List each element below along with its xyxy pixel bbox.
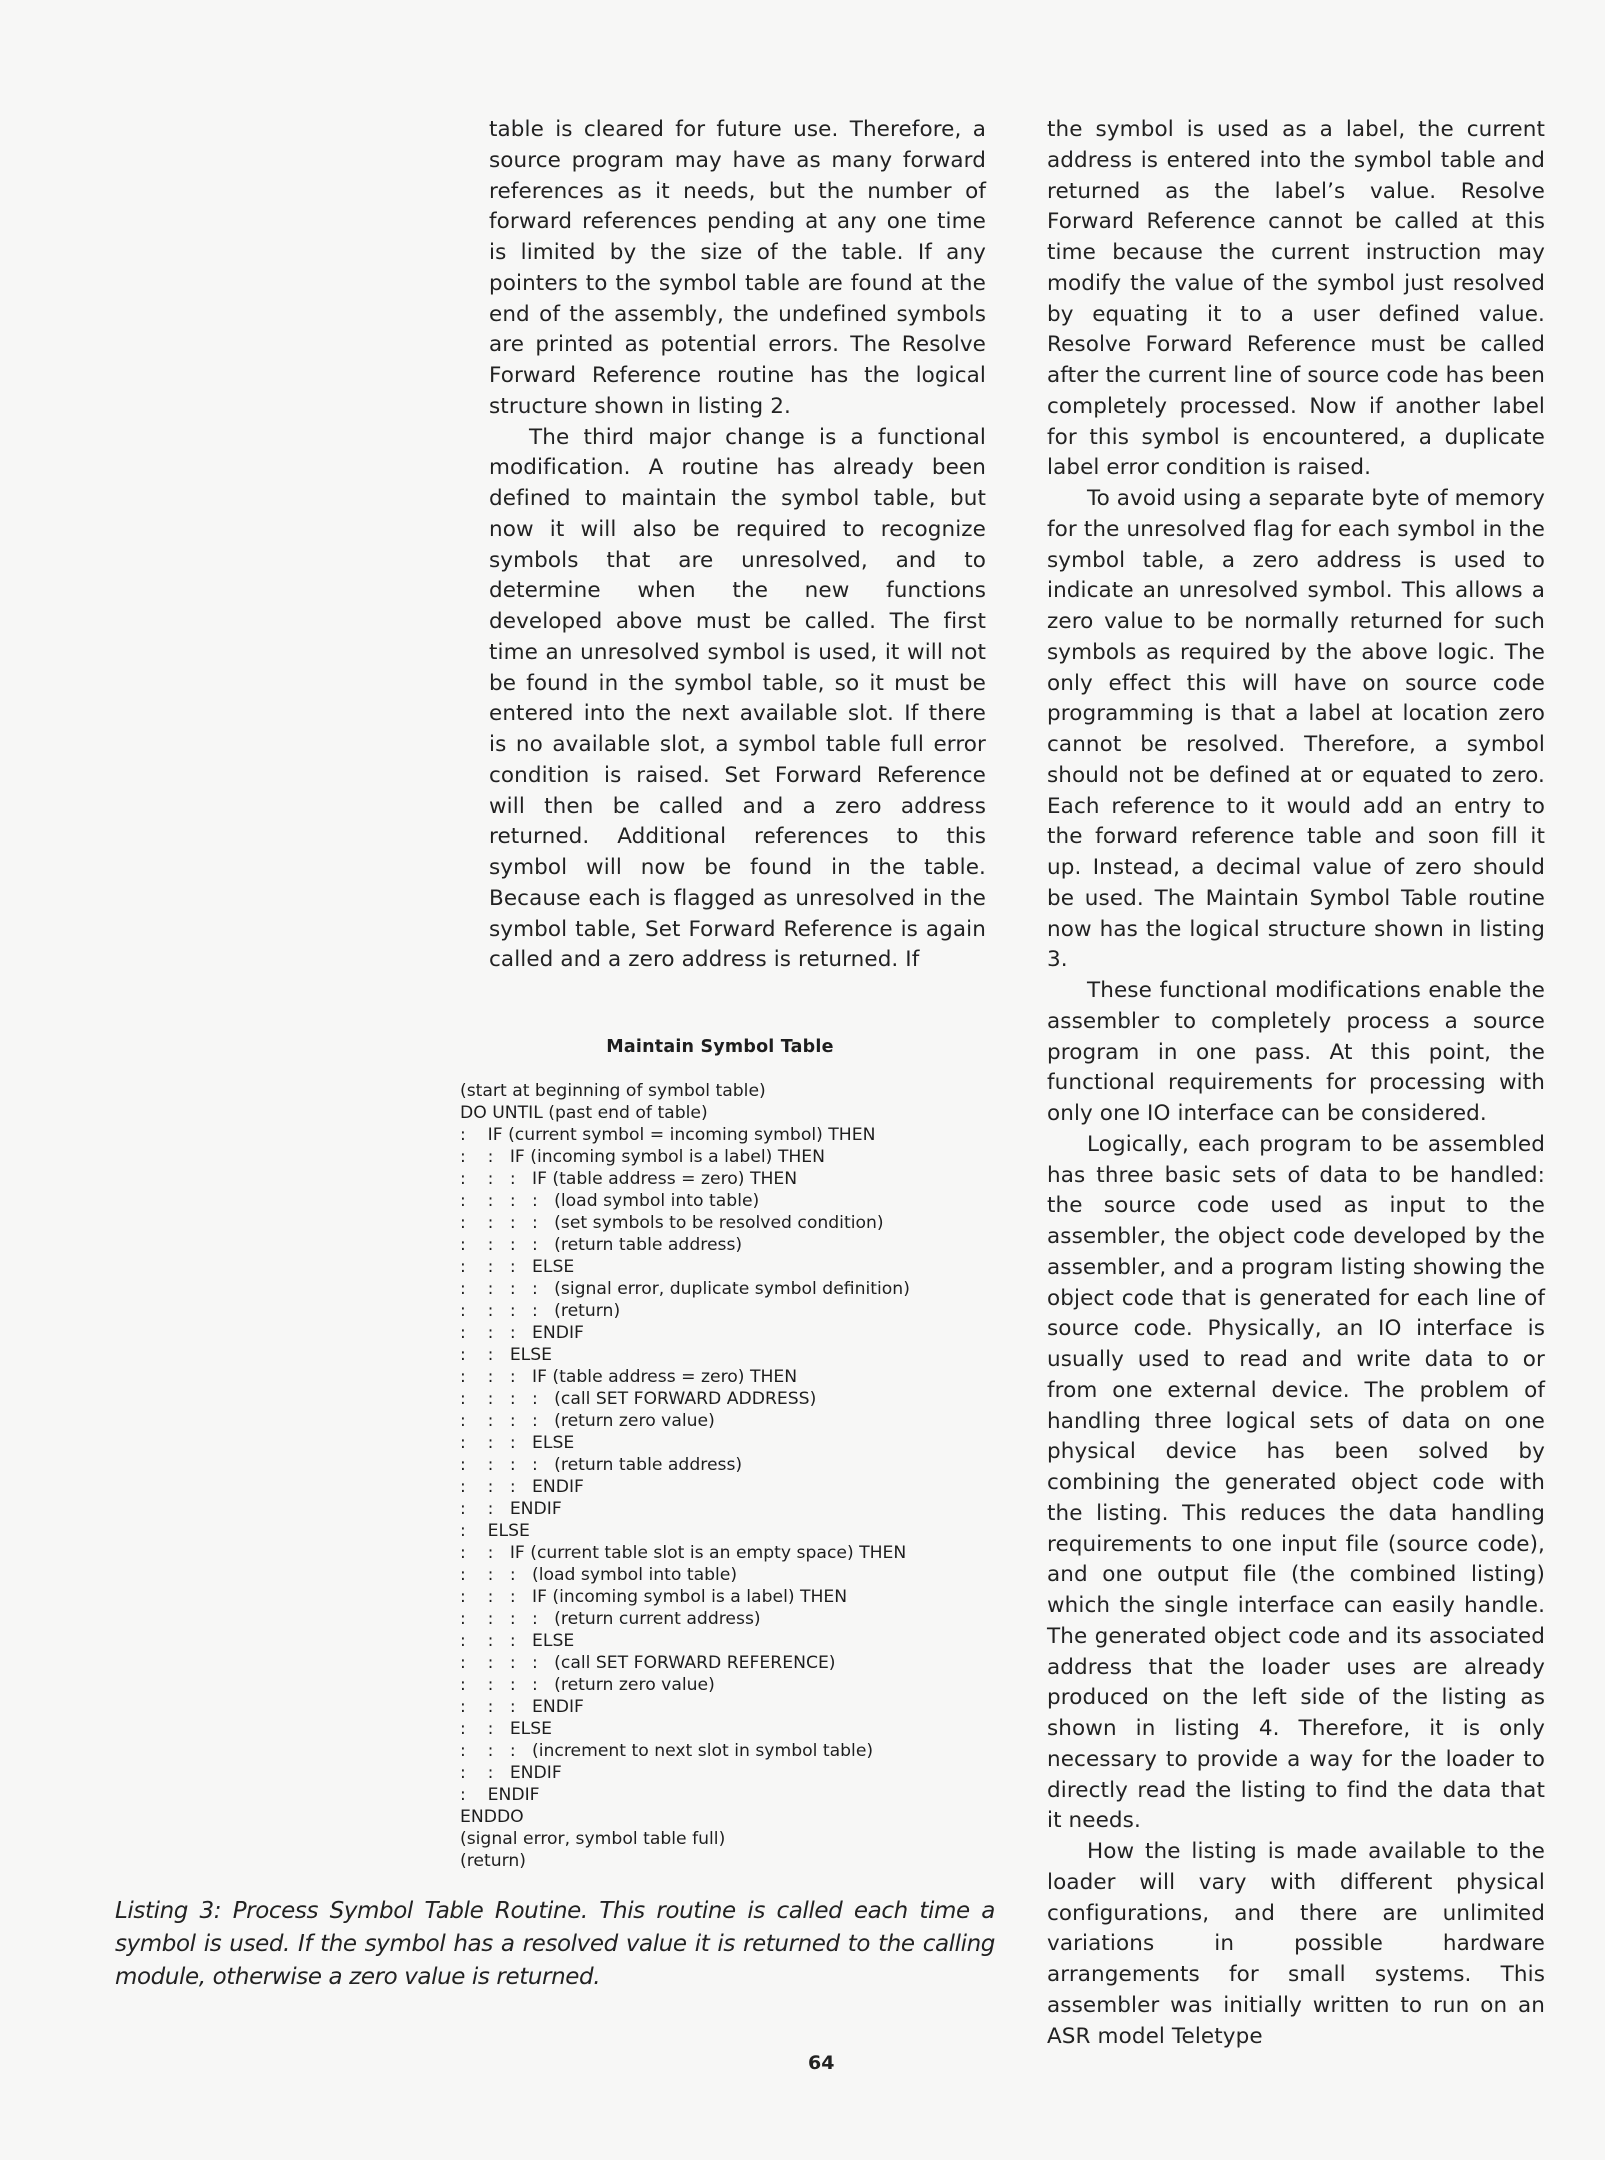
listing-line: : : : IF (table address = zero) THEN — [460, 1367, 798, 1387]
listing-line: : ELSE — [460, 1521, 530, 1541]
paragraph: table is cleared for future use. Therefore, a source program may have as many forward references as it needs, but the number of forward references pending at any one time is limited by the size of the table. If any pointers to the symbol table are found at the end of the assembly, the undefined symbols are printed as potential errors. The Resolve Forward Reference routine has the logical structure shown in listing 2. — [489, 117, 986, 419]
paragraph: These functional modifications enable the assembler to completely process a source program in one pass. At this point, the functional requirements for processing with only one IO interface can be considered. — [1047, 978, 1545, 1126]
listing-line: : : IF (incoming symbol is a label) THEN — [460, 1147, 825, 1167]
listing-line: : : : ELSE — [460, 1631, 575, 1651]
listing-line: : : : (increment to next slot in symbol table) — [460, 1741, 874, 1761]
listing-line: : : : : (load symbol into table) — [460, 1191, 760, 1211]
listing-line: : : : ENDIF — [460, 1477, 584, 1497]
listing-line: : : ELSE — [460, 1719, 553, 1739]
listing-line: : ENDIF — [460, 1785, 540, 1805]
listing-line: : : : : (return table address) — [460, 1455, 743, 1475]
left-text-column — [489, 115, 986, 976]
listing-line: : : : ELSE — [460, 1433, 575, 1453]
paragraph: the symbol is used as a label, the current address is entered into the symbol table and returned as the label’s value. Resolve Forward Reference cannot be called at this time because the current instruction may modify the value of the symbol just resolved by equating it to a user defined value. Resolve Forward Reference must be called after the current line of source code has been completely processed. Now if another label for this symbol is encountered, a duplicate label error condition is raised. — [1047, 117, 1545, 481]
listing-line: : IF (current symbol = incoming symbol) THEN — [460, 1125, 876, 1145]
listing-line: : : : ELSE — [460, 1257, 575, 1277]
page-number: 64 — [808, 2052, 835, 2074]
listing-line: : : : : (return zero value) — [460, 1675, 715, 1695]
listing-line: : : : : (set symbols to be resolved condition) — [460, 1213, 884, 1233]
listing-line: : : : : (return current address) — [460, 1609, 761, 1629]
listing-line: DO UNTIL (past end of table) — [460, 1103, 708, 1123]
paragraph: Logically, each program to be assembled has three basic sets of data to be handled: the source code used as input to the assembler, the object code developed by the assembler, and a program listing showing the object code that is generated for each line of source code. Physically, an IO interface is usually used to read and write data to or from one external device. The problem of handling three logical sets of data on one physical device has been solved by combining the generated object code with the listing. This reduces the data handling requirements to one input file (source code), and one output file (the combined listing) which the single interface can easily handle. The generated object code and its associated address that the loader uses are already produced on the left side of the listing as shown in listing 4. Therefore, it is only necessary to provide a way for the loader to directly read the listing to find the data that it needs. — [1047, 1131, 1545, 1834]
paragraph: The third major change is a functional modification. A routine has already been defined to maintain the symbol table, but now it will also be required to recognize symbols that are unresolved, and to determine when the new functions developed above must be called. The first time an unresolved symbol is used, it will not be found in the symbol table, so it must be entered into the next available slot. If there is no available slot, a symbol table full error condition is raised. Set Forward Reference will then be called and a zero address returned. Additional references to this symbol will now be found in the table. Because each is flagged as unresolved in the symbol table, Set Forward Reference is again called and a zero address is returned. If — [489, 424, 986, 973]
paragraph: How the listing is made available to the loader will vary with different physical configurations, and there are unlimited variations in possible hardware arrangements for small systems. This assembler was initially written to run on an ASR model Teletype — [1047, 1839, 1545, 2049]
listing-title: Maintain Symbol Table — [606, 1037, 834, 1057]
listing-caption: Listing 3: Process Symbol Table Routine. This routine is called each time a symbol is used. If the symbol has a resolved value it is returned to the calling module, otherwise a zero value is returned. — [115, 1898, 995, 1990]
listing-line: ENDDO — [460, 1807, 524, 1827]
listing-line: : : : : (return table address) — [460, 1235, 743, 1255]
listing-line: : : ELSE — [460, 1345, 553, 1365]
code-listing — [460, 1036, 1020, 1872]
listing-line: : : : (load symbol into table) — [460, 1565, 738, 1585]
listing-line: : : ENDIF — [460, 1499, 562, 1519]
listing-line: : : : : (return zero value) — [460, 1411, 715, 1431]
listing-line: : : : : (call SET FORWARD REFERENCE) — [460, 1653, 836, 1673]
listing-line: (start at beginning of symbol table) — [460, 1081, 766, 1101]
listing-line: : : : ENDIF — [460, 1697, 584, 1717]
listing-lines — [460, 1080, 1020, 1872]
right-text-column — [1047, 115, 1545, 2052]
listing-line: : : : : (return) — [460, 1301, 621, 1321]
listing-line: : : : IF (incoming symbol is a label) THEN — [460, 1587, 848, 1607]
listing-line: (signal error, symbol table full) — [460, 1829, 726, 1849]
listing-line: : : : IF (table address = zero) THEN — [460, 1169, 798, 1189]
paragraph: To avoid using a separate byte of memory for the unresolved flag for each symbol in the symbol table, a zero address is used to indicate an unresolved symbol. This allows a zero value to be normally returned for such symbols as required by the above logic. The only effect this will have on source code programming is that a label at location zero cannot be resolved. Therefore, a symbol should not be defined at or equated to zero. Each reference to it would add an entry to the forward reference table and soon fill it up. Instead, a decimal value of zero should be used. The Maintain Symbol Table routine now has the logical structure shown in listing 3. — [1047, 486, 1545, 973]
listing-line: (return) — [460, 1851, 526, 1871]
listing-line: : : IF (current table slot is an empty space) THEN — [460, 1543, 907, 1563]
listing-line: : : : ENDIF — [460, 1323, 584, 1343]
listing-line: : : : : (signal error, duplicate symbol definition) — [460, 1279, 910, 1299]
listing-line: : : : : (call SET FORWARD ADDRESS) — [460, 1389, 817, 1409]
listing-line: : : ENDIF — [460, 1763, 562, 1783]
